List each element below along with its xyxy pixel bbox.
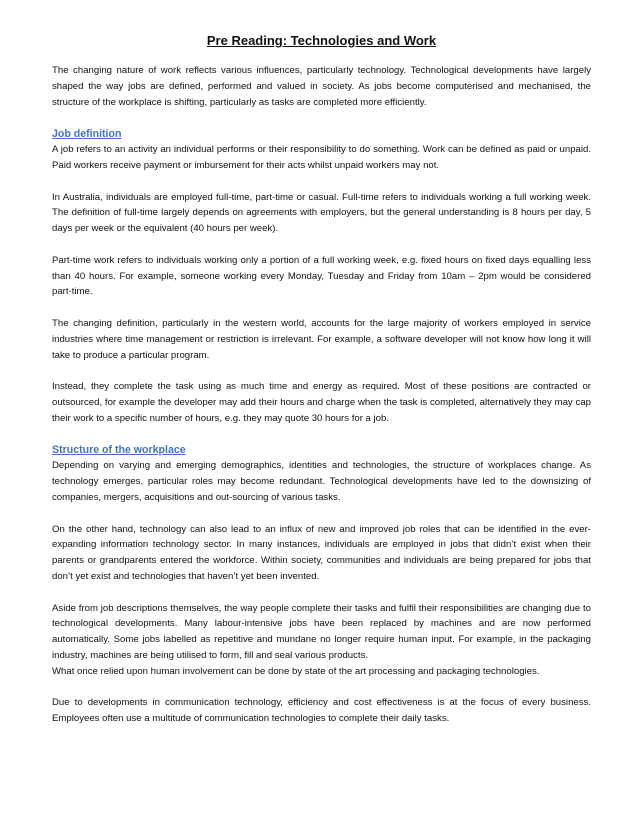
structure-paragraph-4: What once relied upon human involvement can be done by state of the art processing and packaging technologies. xyxy=(52,665,540,677)
job-definition-paragraph-2: In Australia, individuals are employed full-time, part-time or casual. Full-time refers to individuals working a full working week. The definition of full-time largely depends on agreements with employers, but the general understanding is 8 hours per day, 5 days per week or the equivalent (40 hours per week). xyxy=(52,191,591,235)
structure-paragraph-3: Aside from job descriptions themselves, the way people complete their tasks and fulfil their responsibilities are changing due to technological developments. Many labour-intensive jobs have been replaced by machines and are now performed automatically. Some jobs labelled as repetitive and mundane no longer require human input. For example, in the packaging industry, machines are being utilised to form, fill and seal various products. xyxy=(52,602,591,661)
structure-paragraph-1: Depending on varying and emerging demographics, identities and technologies, the structure of workplaces change. As technology emerges, particular roles may become redundant. Technological developments have led to the downsizing of companies, mergers, acquisitions and out-sourcing of various tasks. xyxy=(52,460,591,503)
structure-paragraph-5: Due to developments in communication technology, efficiency and cost effectiveness is at the focus of every business. Employees often use a multitude of communication technologies to complete their daily tasks. xyxy=(52,697,591,725)
section-heading-job-definition: Job definition xyxy=(52,128,122,141)
structure-paragraph-2: On the other hand, technology can also lead to an influx of new and improved job roles that can be identified in the ever-expanding information technology sector. In many instances, individuals are employed in jobs that didn’t exist when their parents or grandparents entered the workforce. Within society, communities and individuals are being prepared for jobs that don’t yet exist and technologies that haven’t yet been invented. xyxy=(52,523,591,582)
job-definition-paragraph-5: Instead, they complete the task using as much time and energy as required. Most of these positions are contracted or outsourced, for example the developer may add their hours and charge when the task is completed, alternatively they may cap their work to a specific number of hours, e.g. they may quote 30 hours for a job. xyxy=(52,381,591,424)
job-definition-paragraph-1: A job refers to an activity an individual performs or their responsibility to do something. Work can be defined as paid or unpaid. Paid workers receive payment or imbursement for their acts whilst unpaid workers may not. xyxy=(52,144,591,171)
document-title: Pre Reading: Technologies and Work xyxy=(206,33,437,48)
intro-paragraph: The changing nature of work reflects various influences, particularly technology. Technological developments have largely shaped the way jobs are defined, performed and valued in society. As jobs become computerised and mechanised, the structure of the workplace is shifting, particularly as tasks are completed more efficiently. xyxy=(52,65,591,108)
job-definition-paragraph-3: Part-time work refers to individuals working only a portion of a full working week, e.g. fixed hours on fixed days equalling less than 40 hours. For example, someone working every Monday, Tuesday and Friday from 10am – 2pm would be considered part-time. xyxy=(52,254,591,298)
job-definition-paragraph-4: The changing definition, particularly in the western world, accounts for the large majority of workers employed in service industries where time management or restriction is irrelevant. For example, a software developer will not know how long it will take to produce a particular program. xyxy=(52,317,591,361)
section-heading-structure-of-workplace: Structure of the workplace xyxy=(52,444,186,457)
